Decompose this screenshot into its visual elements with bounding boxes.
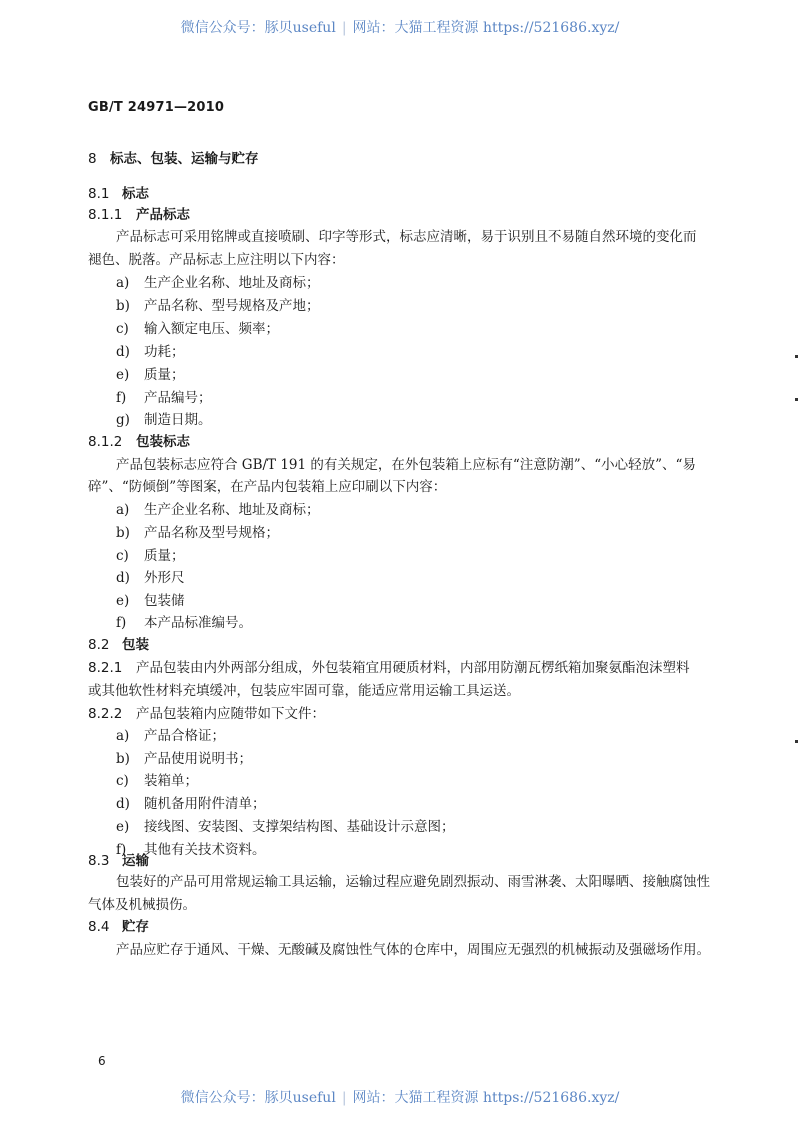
list-item: c) 质量；: [116, 548, 185, 564]
standard-number: GB/T 24971—2010: [88, 100, 225, 115]
watermark-website: 网站：大猫工程资源 https://521686.xyz/: [352, 1090, 620, 1106]
list-item: d) 随机备用附件清单；: [116, 796, 266, 812]
watermark-wechat: 微信公众号：豚贝useful: [180, 20, 336, 36]
list-item: f) 本产品标准编号。: [116, 615, 252, 631]
page-number: 6: [98, 1054, 106, 1068]
section-heading-8-1-1: 8.1.1 产品标志: [88, 207, 190, 223]
section-heading-8-1-2: 8.1.2 包装标志: [88, 434, 190, 450]
list-item: g) 制造日期。: [116, 412, 212, 428]
paragraph-8-1-1-line1: 产品标志可采用铭牌或直接喷刷、印字等形式，标志应清晰，易于识别且不易随自然环境的变化而: [116, 229, 697, 245]
list-item: e) 接线图、安装图、支撑架结构图、基础设计示意图；: [116, 819, 455, 835]
list-item: a) 产品合格证；: [116, 728, 225, 744]
paragraph-8-1-2-line1: 产品包装标志应符合 GB/T 191 的有关规定，在外包装箱上应标有“注意防潮”、“小心轻放”、“易: [116, 457, 696, 473]
paragraph-8-1-2-line2: 碎”、“防倾倒”等图案，在产品内包装箱上应印刷以下内容：: [88, 479, 447, 495]
paragraph-8-4-line1: 产品应贮存于通风、干燥、无酸碱及腐蚀性气体的仓库中，周围应无强烈的机械振动及强磁场作用。: [116, 942, 710, 958]
watermark-bottom: [0, 1087, 800, 1107]
section-heading-8-2: 8.2 包装: [88, 637, 149, 653]
watermark-top: [0, 17, 800, 37]
scan-mark: [795, 740, 798, 743]
section-heading-8-1: 8.1 标志: [88, 186, 149, 202]
list-item: c) 输入额定电压、频率；: [116, 321, 279, 337]
scan-mark: [795, 355, 798, 358]
list-item: a) 生产企业名称、地址及商标；: [116, 502, 320, 518]
paragraph-8-1-1-line2: 褪色、脱落。产品标志上应注明以下内容：: [88, 252, 345, 268]
scan-mark: [795, 398, 798, 401]
section-heading-8-4: 8.4 贮存: [88, 919, 149, 935]
list-item: b) 产品名称、型号规格及产地；: [116, 298, 320, 314]
section-heading-8: 8 标志、包装、运输与贮存: [88, 151, 259, 167]
paragraph-8-2-2: 8.2.2 产品包装箱内应随带如下文件：: [88, 706, 325, 722]
list-item: a) 生产企业名称、地址及商标；: [116, 275, 320, 291]
list-item: e) 质量；: [116, 367, 185, 383]
list-item: e) 包装储: [116, 593, 185, 609]
list-item: b) 产品名称及型号规格；: [116, 525, 279, 541]
watermark-separator: |: [341, 1090, 347, 1106]
list-item: f) 其他有关技术资料。: [116, 842, 266, 858]
section-heading-8-3: 8.3 运输: [88, 853, 149, 869]
list-item: d) 功耗；: [116, 344, 185, 360]
watermark-wechat: 微信公众号：豚贝useful: [180, 1090, 336, 1106]
watermark-separator: |: [341, 20, 347, 36]
list-item: d) 外形尺: [116, 570, 185, 586]
paragraph-8-2-1-line2: 或其他软性材料充填缓冲，包装应牢固可靠，能适应常用运输工具运送。: [88, 683, 520, 699]
list-item: c) 装箱单；: [116, 773, 198, 789]
paragraph-8-3-line1: 包装好的产品可用常规运输工具运输，运输过程应避免剧烈振动、雨雪淋袭、太阳曝晒、接触腐蚀性: [116, 874, 710, 890]
list-item: f) 产品编号；: [116, 390, 212, 406]
paragraph-8-3-line2: 气体及机械损伤。: [88, 897, 196, 913]
watermark-website: 网站：大猫工程资源 https://521686.xyz/: [352, 20, 620, 36]
list-item: b) 产品使用说明书；: [116, 751, 252, 767]
paragraph-8-2-1-line1: 8.2.1 产品包装由内外两部分组成，外包装箱宜用硬质材料，内部用防潮瓦楞纸箱加聚氨酯泡沫塑料: [88, 660, 690, 676]
